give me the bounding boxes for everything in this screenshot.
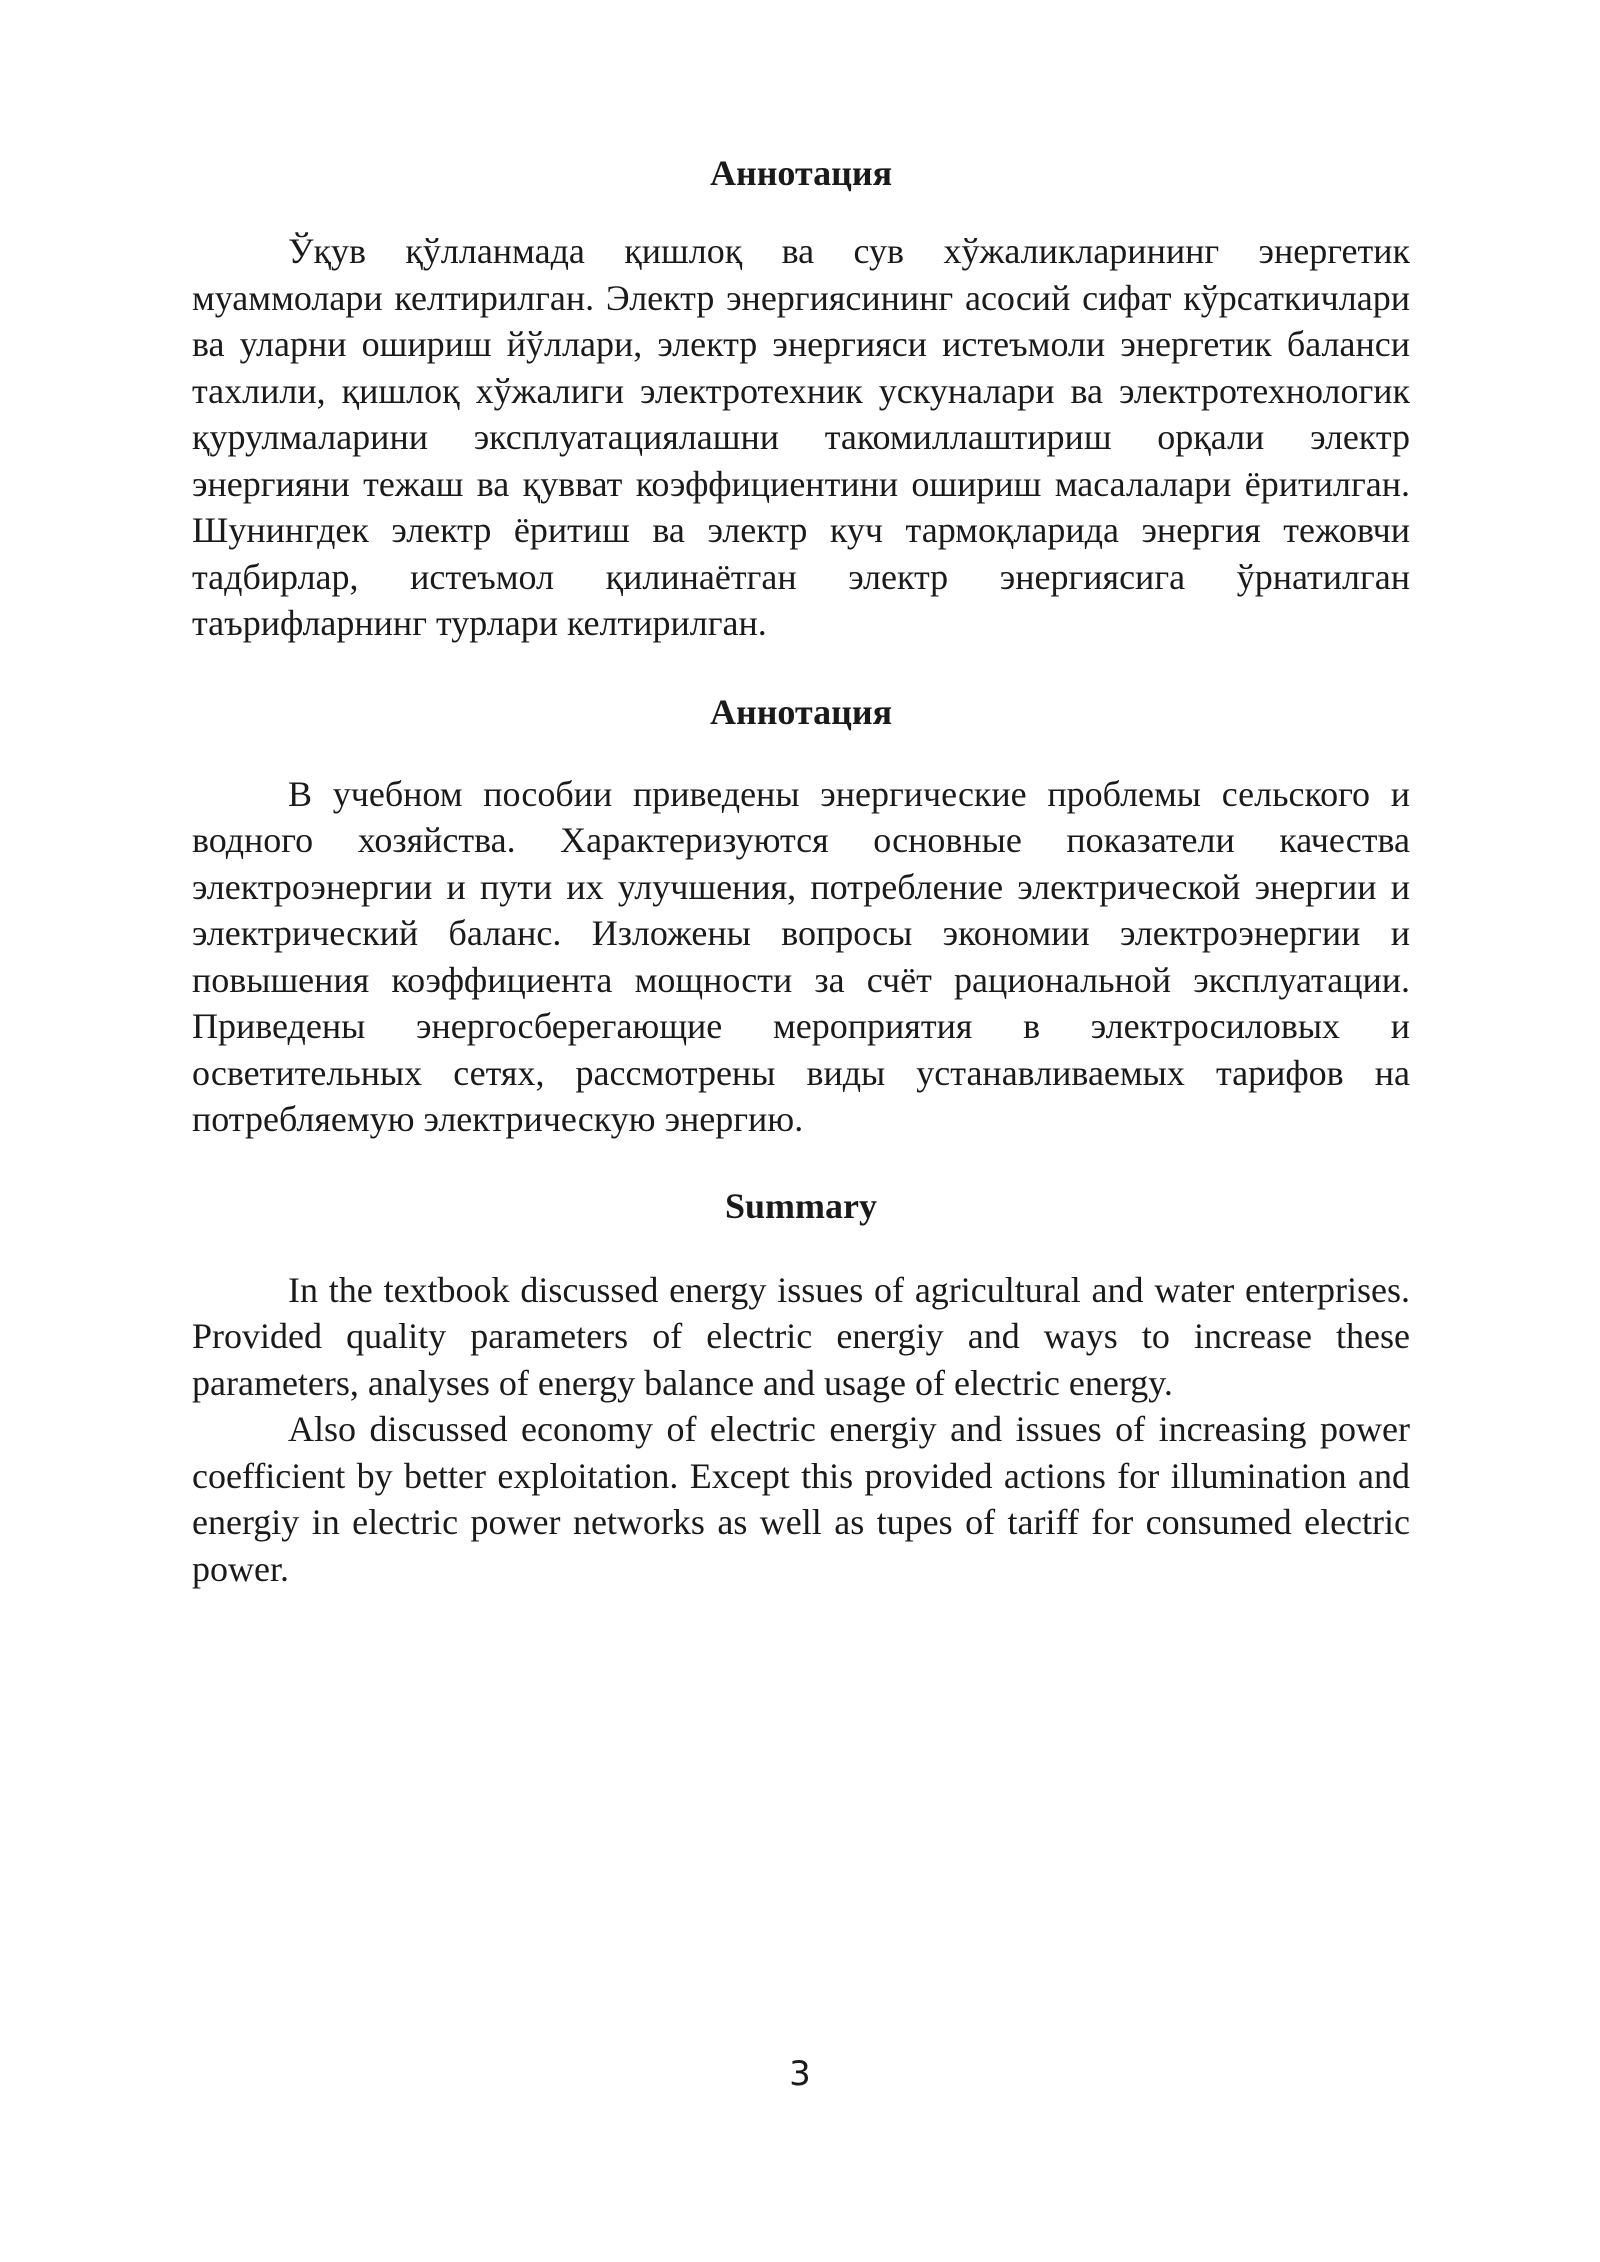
page-number: 3 [789, 2054, 811, 2094]
summary-english-paragraph-1: In the textbook discussed energy issues of agricultural and water enterprises. Provided quality parameters of electric energiy and ways to increase these parameters, analyses of energy balance and usage of electric energy. [192, 1269, 1410, 1403]
summary-english-paragraph-2: Also discussed economy of electric energiy and issues of increasing power coefficient by better exploitation. Except this provided actions for illumination and energiy in electric power networks as well as tupes of tariff for consumed electric power. [192, 1409, 1410, 1589]
annotation-russian-section [192, 689, 1410, 1143]
summary-english-section [192, 1183, 1410, 1593]
annotation-russian-paragraph: В учебном пособии приведены энергические проблемы сельского и водного хозяйства. Характеризуются основные показатели качества электроэнергии и пути их улучшения, потребление электрической энергии и электрический баланс. Изложены вопросы экономии электроэнергии и повышения коэффициента мощности за счёт рациональной эксплуатации. Приведены энергосберегающие мероприятия в электросиловых и осветительных сетях, рассмотрены виды устанавливаемых тарифов на потребляемую электрическую энергию. [192, 773, 1410, 1139]
summary-english-heading: Summary [725, 1185, 877, 1226]
annotation-uzbek-section [192, 150, 1410, 647]
annotation-uzbek-paragraph: Ўқув қўлланмада қишлоқ ва сув хўжаликларининг энергетик муаммолари келтирилган. Электр энергиясининг асосий сифат кўрсаткичлари ва уларни ошириш йўллари, электр энергияси истеъмоли энергетик баланси тахлили, қишлоқ хўжалиги электротехник ускуналари ва электротехнологик қурулмаларини эксплуатациялашни такомиллаштириш орқали электр энергияни тежаш ва қувват коэффициентини ошириш масалалари ёритилган. Шунингдек электр ёритиш ва электр куч тармоқларида энергия тежовчи тадбирлар, истеъмол қилинаётган электр энергиясига ўрнатилган таърифларнинг турлари келтирилган. [192, 231, 1410, 643]
document-page [192, 150, 1410, 1592]
annotation-russian-heading: Аннотация [709, 691, 893, 732]
annotation-uzbek-heading: Аннотация [709, 153, 893, 193]
